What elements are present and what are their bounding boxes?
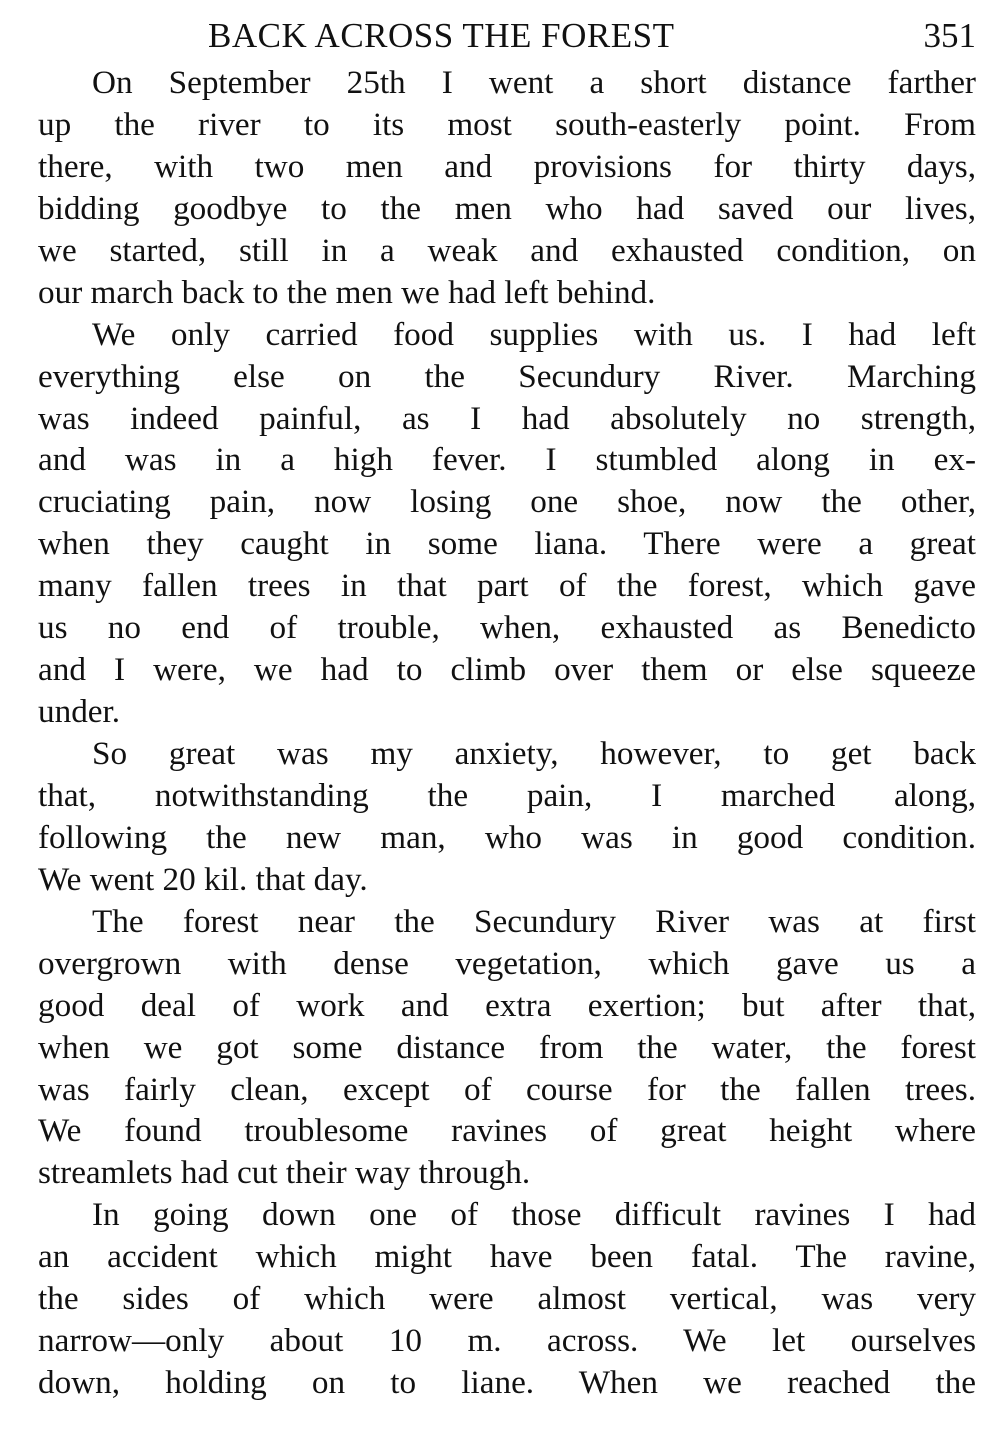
text-line: under.: [38, 693, 121, 731]
text-line: our march back to the men we had left behind.: [38, 273, 656, 311]
text-line: us no end of trouble, when, exhausted as Benedicto: [38, 609, 976, 647]
text-line: We went 20 kil. that day.: [38, 860, 368, 898]
book-page: [38, 10, 976, 1430]
text-line: when we got some distance from the water, the forest: [38, 1028, 976, 1066]
paragraph-1: [38, 62, 976, 314]
text-line: We found troublesome ravines of great height where: [38, 1112, 976, 1150]
text-line: So great was my anxiety, however, to get back: [92, 735, 976, 772]
text-line: overgrown with dense vegetation, which gave us a: [38, 944, 976, 982]
text-line: We only carried food supplies with us. I had left: [92, 315, 976, 353]
text-line: we started, still in a weak and exhausted condition, on: [38, 231, 976, 269]
paragraph-3: [38, 733, 976, 901]
text-line: bidding goodbye to the men who had saved our lives,: [38, 189, 976, 227]
paragraph-2: [38, 314, 976, 733]
text-line: and I were, we had to climb over them or else squeeze: [38, 651, 976, 689]
text-line: was indeed painful, as I had absolutely no strength,: [38, 399, 976, 437]
running-header: [38, 10, 976, 62]
text-line: an accident which might have been fatal. The ravine,: [38, 1238, 976, 1276]
page-number: 351: [923, 16, 976, 55]
text-line: there, with two men and provisions for thirty days,: [38, 147, 976, 185]
text-line: everything else on the Secundury River. Marching: [38, 357, 976, 395]
body-text: [38, 62, 976, 1404]
paragraph-4: [38, 901, 976, 1195]
text-line: down, holding on to liane. When we reached the: [38, 1364, 976, 1402]
text-line: up the river to its most south-easterly point. From: [38, 105, 976, 143]
text-line: streamlets had cut their way through.: [38, 1154, 531, 1192]
text-line: cruciating pain, now losing one shoe, now the other,: [38, 483, 976, 521]
text-line: was fairly clean, except of course for the fallen trees.: [38, 1070, 976, 1108]
text-line: The forest near the Secundury River was at first: [92, 902, 976, 940]
paragraph-5: [38, 1194, 976, 1404]
chapter-title: BACK ACROSS THE FOREST: [208, 16, 675, 55]
text-line: On September 25th I went a short distance farther: [92, 64, 976, 101]
text-line: In going down one of those difficult ravines I had: [92, 1196, 976, 1234]
text-line: that, notwithstanding the pain, I marched along,: [38, 776, 976, 814]
text-line: many fallen trees in that part of the forest, which gave: [38, 567, 976, 605]
text-line: narrow—only about 10 m. across. We let ourselves: [38, 1322, 976, 1360]
text-line: when they caught in some liana. There were a great: [38, 525, 976, 563]
text-line: good deal of work and extra exertion; but after that,: [38, 986, 976, 1024]
text-line: following the new man, who was in good condition.: [38, 818, 976, 856]
text-line: and was in a high fever. I stumbled along in ex-: [38, 441, 976, 479]
text-line: the sides of which were almost vertical, was very: [38, 1280, 976, 1318]
